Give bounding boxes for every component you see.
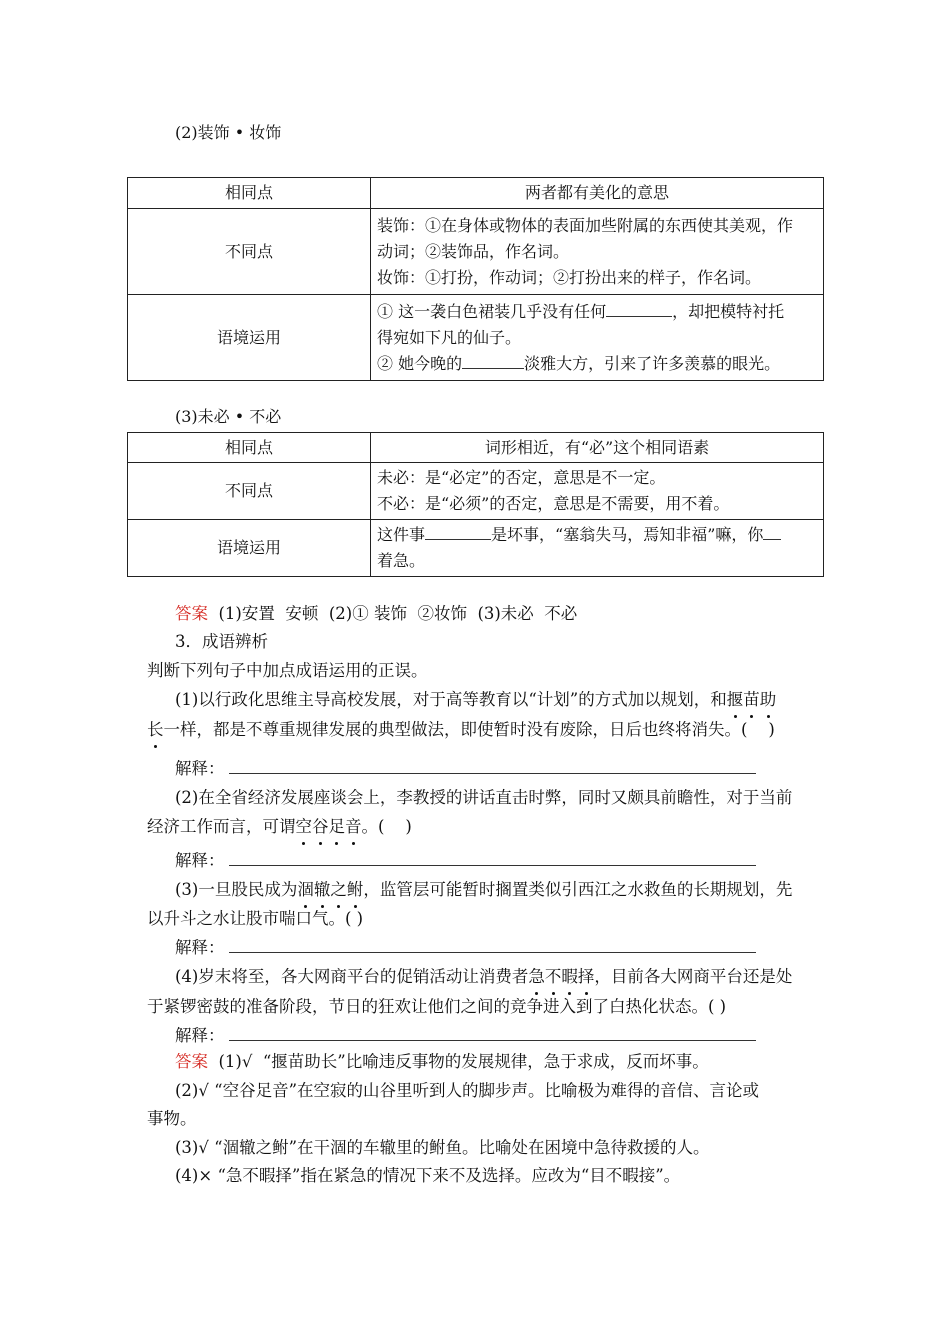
context-cell — [371, 295, 824, 381]
question-4-line1 — [175, 965, 792, 989]
question-2-line1: (2)在全省经济发展座谈会上，李教授的讲话直击时弊，同时又颇具前瞻性，对于当前 — [175, 788, 793, 807]
diff-cell — [371, 209, 824, 295]
comparison-table-decorate — [127, 177, 824, 381]
dotted-char: 长 — [147, 718, 164, 742]
dotted-char: 鲋 — [347, 878, 364, 902]
explanation-blank[interactable] — [229, 851, 756, 866]
question-text: 一样，都是不尊重规律发展的典型做法，即使暂时没有废除，日后也终将消失。( ) — [163, 720, 775, 739]
dotted-char: 涸 — [297, 878, 314, 902]
context-line — [377, 299, 817, 325]
context-cell — [371, 520, 824, 577]
explanation-row — [175, 757, 756, 781]
section2-title: (2)装饰 • 妆饰 — [175, 123, 282, 142]
same-text: 词形相近，有“必”这个相同语素 — [371, 433, 824, 463]
answer-label: 答案 — [175, 604, 208, 623]
explanation-row — [175, 936, 756, 960]
dotted-char: 足 — [329, 815, 346, 839]
explanation-blank[interactable] — [229, 1026, 756, 1041]
same-label: 相同点 — [128, 178, 371, 209]
dotted-idiom — [727, 690, 777, 709]
instruction: 判断下列句子中加点成语运用的正误。 — [147, 661, 428, 680]
question-1-line1 — [175, 688, 776, 712]
dotted-char: 空 — [296, 815, 313, 839]
context-line — [377, 522, 817, 548]
context-text: ，却把模特衬托 — [672, 301, 785, 321]
dotted-char: 揠 — [727, 688, 744, 712]
diff-line: 妆饰：①打扮，作动词；②打扮出来的样子，作名词。 — [377, 267, 762, 287]
question-text: 经济工作而言，可谓 — [147, 817, 296, 836]
diff-line: 动词；②装饰品，作名词。 — [377, 241, 570, 261]
fill-blank[interactable] — [462, 354, 524, 369]
diff-line: 装饰：①在身体或物体的表面加些附属的东西使其美观，作 — [377, 215, 794, 235]
dotted-idiom — [296, 817, 362, 836]
question-3-line1 — [175, 878, 792, 902]
dotted-char: 急 — [528, 965, 545, 989]
dotted-idiom — [147, 720, 164, 739]
dotted-char: 苗 — [743, 688, 760, 712]
context-line — [377, 351, 817, 377]
dotted-char: 不 — [545, 965, 562, 989]
diff-cell — [371, 463, 824, 520]
explanation-label: 解释： — [175, 851, 225, 870]
fill-blank[interactable] — [606, 302, 672, 317]
question-text: (3)一旦股民成为 — [175, 880, 298, 899]
answer-text: (1)安置 安顿 (2)① 装饰 ②妆饰 (3)未必 不必 — [208, 604, 578, 623]
section-heading: 3．成语辨析 — [175, 632, 268, 651]
question-1-line2 — [147, 718, 775, 742]
question-text: ，监管层可能暂时搁置类似引西江之水救鱼的长期规划，先 — [363, 880, 793, 899]
context-line: 得宛如下凡的仙子。 — [377, 327, 522, 347]
dotted-char: 助 — [760, 688, 777, 712]
section3-title: (3)未必 • 不必 — [175, 407, 282, 426]
question-text: 。( ) — [361, 817, 412, 836]
answer-text: (1)√ “揠苗助长”比喻违反事物的发展规律，急于求成，反而坏事。 — [208, 1052, 709, 1071]
fill-blank[interactable] — [763, 525, 781, 540]
explanation-row — [175, 1024, 756, 1048]
dotted-char: 择 — [578, 965, 595, 989]
answer-label: 答案 — [175, 1052, 208, 1071]
context-text: ② 她今晚的 — [377, 353, 463, 373]
explanation-label: 解释： — [175, 938, 225, 957]
diff-line: 未必：是“必定”的否定，意思是不一定。 — [377, 468, 666, 487]
explanation-row — [175, 849, 756, 873]
fill-blank[interactable] — [425, 525, 491, 540]
same-label: 相同点 — [128, 433, 371, 463]
question-2-line2 — [147, 815, 412, 839]
dotted-idiom — [528, 967, 594, 986]
dotted-char: 谷 — [312, 815, 329, 839]
context-label: 语境运用 — [128, 520, 371, 577]
context-text: 是坏事，“塞翁失马，焉知非福”嘛，你 — [491, 525, 764, 544]
question-4-line2: 于紧锣密鼓的准备阶段，节日的狂欢让他们之间的竞争进入到了白热化状态。( ) — [147, 997, 727, 1016]
question-text: ，目前各大网商平台还是处 — [594, 967, 793, 986]
answer-line: 事物。 — [147, 1109, 197, 1128]
context-text: 这件事 — [377, 525, 426, 544]
context-label: 语境运用 — [128, 295, 371, 381]
answer-line: (2)√ “空谷足音”在空寂的山谷里听到人的脚步声。比喻极为难得的音信、言论或 — [175, 1081, 760, 1100]
question-3-line2: 以升斗之水让股市喘口气。( ) — [147, 909, 364, 928]
answer-line — [175, 1050, 709, 1074]
diff-label: 不同点 — [128, 463, 371, 520]
explanation-blank[interactable] — [229, 759, 756, 774]
explanation-label: 解释： — [175, 759, 225, 778]
context-text: ① 这一袭白色裙装几乎没有任何 — [377, 301, 607, 321]
comparison-table-unnecessary — [127, 432, 824, 577]
dotted-char: 之 — [330, 878, 347, 902]
dotted-char: 辙 — [314, 878, 331, 902]
dotted-idiom — [297, 880, 363, 899]
answer-line: (4)× “急不暇择”指在紧急的情况下来不及选择。应改为“目不暇接”。 — [175, 1166, 681, 1185]
explanation-label: 解释： — [175, 1026, 225, 1045]
explanation-blank[interactable] — [229, 938, 756, 953]
question-text: (4)岁末将至，各大网商平台的促销活动让消费者 — [175, 967, 529, 986]
diff-label: 不同点 — [128, 209, 371, 295]
context-text: 淡雅大方，引来了许多羡慕的眼光。 — [524, 353, 781, 373]
dotted-char: 暇 — [561, 965, 578, 989]
same-text: 两者都有美化的意思 — [371, 178, 824, 209]
context-line: 着急。 — [377, 551, 426, 570]
diff-line: 不必：是“必须”的否定，意思是不需要，用不着。 — [377, 494, 730, 513]
answer-line: (3)√ “涸辙之鲋”在干涸的车辙里的鲋鱼。比喻处在困境中急待救援的人。 — [175, 1138, 710, 1157]
dotted-char: 音 — [345, 815, 362, 839]
answer-line — [175, 602, 577, 626]
question-text: (1)以行政化思维主导高校发展，对于高等教育以“计划”的方式加以规划，和 — [175, 690, 727, 709]
